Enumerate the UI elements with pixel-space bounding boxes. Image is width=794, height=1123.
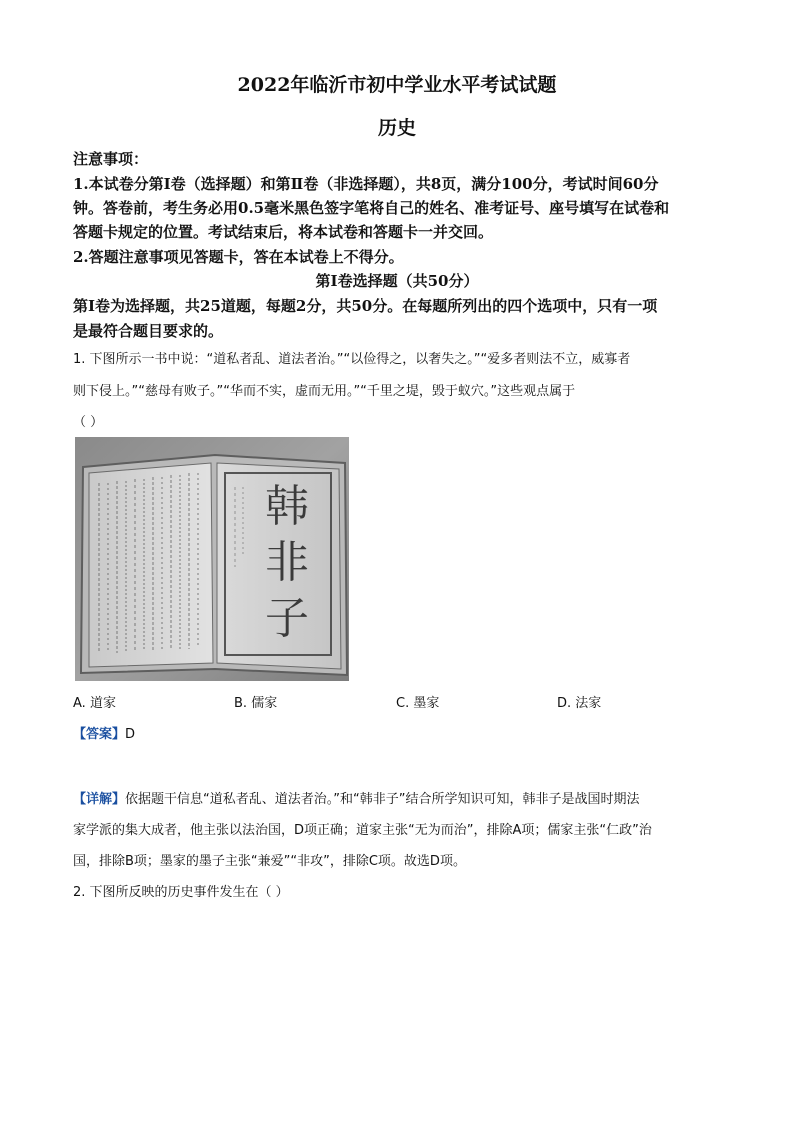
option-a-letter: A. (73, 696, 86, 711)
book-title-char-1: 韩 (265, 481, 309, 532)
notes-heading: 注意事项： (73, 150, 149, 168)
option-c[interactable] (396, 692, 439, 711)
answer-value: D (125, 727, 136, 742)
detail-line-1 (73, 788, 639, 807)
option-b-letter: B. (234, 696, 248, 711)
section-heading: 第Ⅰ卷选择题（共50分） (315, 272, 479, 290)
option-a[interactable] (73, 692, 116, 711)
question-1-stem-line-2: 则下侵上。”“慈母有败子。”“华而不实，虚而无用。”“千里之堤，毁于蚁穴。”这些观点属于 (73, 384, 576, 399)
answer-line (73, 723, 135, 742)
notes-line-2: 钟。答卷前，考生务必用0.5毫米黑色签字笔将自己的姓名、准考证号、座号填写在试卷和 (73, 199, 670, 217)
section-instruction-2: 是最符合题目要求的。 (73, 322, 224, 340)
exam-title: 2022年临沂市初中学业水平考试试题 (237, 74, 557, 96)
question-1-answer-paren: （ ） (73, 415, 104, 430)
book-title-char-2: 非 (265, 537, 309, 588)
option-d-letter: D. (557, 696, 572, 711)
option-c-text: 墨家 (413, 696, 440, 711)
notes-line-4: 2.答题注意事项见答题卡，答在本试卷上不得分。 (73, 248, 404, 266)
notes-line-3: 答题卡规定的位置。考试结束后，将本试卷和答题卡一并交回。 (73, 223, 494, 241)
book-title-char-3: 子 (265, 593, 309, 644)
subject-title: 历史 (377, 117, 416, 139)
option-c-letter: C. (396, 696, 410, 711)
question-2-stem: 2. 下图所反映的历史事件发生在（ ） (73, 885, 289, 900)
question-1-stem-line-1: 1. 下图所示一书中说：“道私者乱、道法者治。”“以俭得之，以奢失之。”“爱多者则法不立，威寡者 (73, 352, 631, 367)
option-b-text: 儒家 (251, 696, 278, 711)
detail-line-3: 国，排除B项；墨家的墨子主张“兼爱”“非攻”，排除C项。故选D项。 (73, 854, 466, 869)
section-instruction-1: 第Ⅰ卷为选择题，共25道题，每题2分，共50分。在每题所列出的四个选项中，只有一项 (73, 297, 658, 315)
detail-tag: 【详解】 (73, 792, 126, 807)
option-d[interactable] (557, 692, 601, 711)
notes-line-1: 1.本试卷分第Ⅰ卷（选择题）和第Ⅱ卷（非选择题），共8页，满分100分，考试时间60分 (73, 175, 659, 193)
option-b[interactable] (234, 692, 277, 711)
detail-line-2: 家学派的集大成者，他主张以法治国，D项正确；道家主张“无为而治”，排除A项；儒家主张“仁政”治 (73, 823, 652, 838)
option-a-text: 道家 (89, 696, 116, 711)
option-d-text: 法家 (575, 696, 602, 711)
book-photo (75, 437, 349, 681)
answer-tag: 【答案】 (73, 727, 126, 742)
detail-text-1: 依据题干信息“道私者乱、道法者治。”和“韩非子”结合所学知识可知，韩非子是战国时期法 (125, 792, 640, 807)
